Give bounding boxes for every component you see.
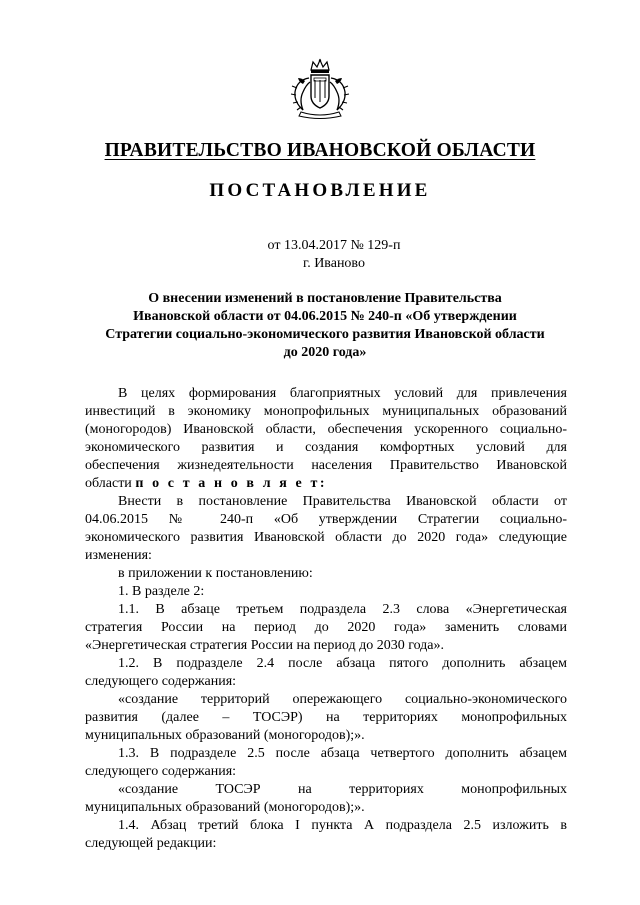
body-line: инвестиций в экономику монопрофильных муниципальных образований bbox=[85, 404, 567, 419]
body-line: следующего содержания: bbox=[85, 674, 237, 689]
heading-line: до 2020 года» bbox=[283, 345, 367, 360]
body-line: изменения: bbox=[85, 548, 152, 563]
body-line: следующей редакции: bbox=[85, 836, 217, 851]
body-line: 1.1. В абзаце третьем подраздела 2.3 слова «Энергетическая bbox=[118, 602, 567, 617]
heading-line: Стратегии социально-экономического развития Ивановской области bbox=[105, 327, 545, 342]
body-line: 04.06.2015 № 240-п «Об утверждении Стратегии социально- bbox=[85, 512, 567, 527]
body-line: 1.3. В подразделе 2.5 после абзаца четвертого дополнить абзацем bbox=[118, 746, 567, 761]
heading-line: Ивановской области от 04.06.2015 № 240-п «Об утверждении bbox=[133, 309, 517, 324]
body-line: В целях формирования благоприятных условий для привлечения bbox=[118, 386, 567, 401]
decree-verb: п о с т а н о в л я е т: bbox=[135, 476, 328, 491]
body-line: (моногородов) Ивановской области, обеспечения ускоренного социально- bbox=[85, 422, 567, 437]
body-line: развития (далее – ТОСЭР) на территориях монопрофильных bbox=[85, 710, 567, 725]
body-line: муниципальных образований (моногородов);». bbox=[85, 728, 365, 743]
body-line: экономического развития Ивановской области до 2020 года» следующие bbox=[85, 530, 567, 545]
document-heading bbox=[80, 290, 570, 362]
heading-line: О внесении изменений в постановление Правительства bbox=[148, 291, 502, 306]
body-text: области bbox=[85, 476, 136, 491]
body-line: 1.4. Абзац третий блока I пункта А подраздела 2.5 изложить в bbox=[118, 818, 567, 833]
body-line: стратегия России на период до 2020 года» заменить словами bbox=[85, 620, 567, 635]
document-date-number: от 13.04.2017 № 129-п bbox=[267, 238, 401, 253]
body-line: следующего содержания: bbox=[85, 764, 237, 779]
body-line: «создание территорий опережающего социально-экономического bbox=[118, 692, 567, 707]
coat-of-arms-icon bbox=[289, 58, 351, 120]
body-line: 1. В разделе 2: bbox=[118, 584, 205, 599]
document-city: г. Иваново bbox=[303, 256, 365, 271]
body-line: «Энергетическая стратегия России на период до 2030 года». bbox=[85, 638, 445, 653]
body-line: в приложении к постановлению: bbox=[118, 566, 313, 581]
body-line: обеспечения жизнедеятельности населения Правительство Ивановской bbox=[85, 458, 567, 473]
document-body bbox=[85, 385, 567, 853]
body-line: «создание ТОСЭР на территориях монопрофильных bbox=[118, 782, 567, 797]
organization-title: ПРАВИТЕЛЬСТВО ИВАНОВСКОЙ ОБЛАСТИ bbox=[104, 140, 536, 161]
body-line: 1.2. В подразделе 2.4 после абзаца пятого дополнить абзацем bbox=[118, 656, 567, 671]
body-line: Внести в постановление Правительства Ивановской области от bbox=[118, 494, 567, 509]
document-type: ПОСТАНОВЛЕНИЕ bbox=[209, 180, 431, 201]
body-line: экономического развития и создания комфортных условий для bbox=[85, 440, 567, 455]
body-line: муниципальных образований (моногородов);». bbox=[85, 800, 365, 815]
body-line bbox=[85, 475, 567, 493]
